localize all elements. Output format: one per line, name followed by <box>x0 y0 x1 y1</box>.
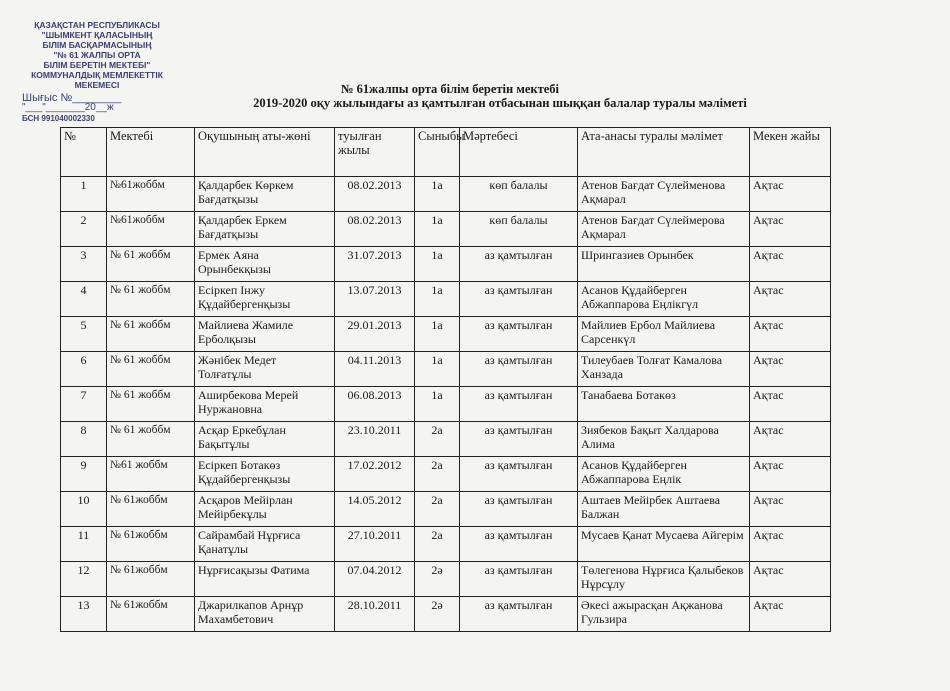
header-num: № <box>61 128 107 177</box>
cell-birth: 23.10.2011 <box>335 422 415 457</box>
stamp-bin: БСН 991040002330 <box>22 114 95 123</box>
table-row <box>61 387 831 422</box>
cell-school: № 61жоббм <box>107 597 195 632</box>
cell-birth: 06.08.2013 <box>335 387 415 422</box>
cell-address: Ақтас <box>750 317 831 352</box>
cell-num: 13 <box>61 597 107 632</box>
cell-parents: Шрингазиев Орынбек <box>578 247 750 282</box>
cell-class: 2а <box>415 527 460 562</box>
stamp-line: "ШЫМКЕНТ ҚАЛАСЫНЫҢ <box>41 30 153 40</box>
header-status: Мәртебесі <box>460 128 578 177</box>
cell-status: аз қамтылған <box>460 527 578 562</box>
cell-num: 10 <box>61 492 107 527</box>
cell-status: аз қамтылған <box>460 282 578 317</box>
cell-address: Ақтас <box>750 177 831 212</box>
cell-class: 1а <box>415 177 460 212</box>
document-subtitle: 2019-2020 оқу жылындағы аз қамтылған отбасынан шыққан балалар туралы мәліметі <box>253 96 747 110</box>
cell-school: № 61жоббм <box>107 492 195 527</box>
cell-name: Ермек Аяна Орынбекқызы <box>195 247 335 282</box>
cell-status: аз қамтылған <box>460 352 578 387</box>
cell-num: 11 <box>61 527 107 562</box>
cell-school: № 61 жоббм <box>107 247 195 282</box>
cell-num: 6 <box>61 352 107 387</box>
cell-address: Ақтас <box>750 352 831 387</box>
table-row <box>61 177 831 212</box>
cell-class: 1а <box>415 212 460 247</box>
cell-birth: 14.05.2012 <box>335 492 415 527</box>
cell-name: Асқаров Мейірлан Мейірбекұлы <box>195 492 335 527</box>
cell-num: 12 <box>61 562 107 597</box>
cell-birth: 13.07.2013 <box>335 282 415 317</box>
table-row <box>61 597 831 632</box>
cell-name: Майлиева Жамиле Ерболқызы <box>195 317 335 352</box>
cell-address: Ақтас <box>750 597 831 632</box>
cell-num: 9 <box>61 457 107 492</box>
stamp-line: МЕКЕМЕСІ <box>74 80 120 90</box>
cell-address: Ақтас <box>750 212 831 247</box>
cell-num: 1 <box>61 177 107 212</box>
stamp-line: ҚАЗАҚСТАН РЕСПУБЛИКАСЫ <box>34 20 160 30</box>
cell-status: аз қамтылған <box>460 247 578 282</box>
cell-birth: 07.04.2012 <box>335 562 415 597</box>
cell-status: аз қамтылған <box>460 597 578 632</box>
cell-birth: 28.10.2011 <box>335 597 415 632</box>
cell-birth: 08.02.2013 <box>335 177 415 212</box>
cell-class: 1а <box>415 352 460 387</box>
cell-parents: Атенов Бағдат Сүлейменова Ақмарал <box>578 177 750 212</box>
header-school: Мектебі <box>107 128 195 177</box>
cell-school: № 61 жоббм <box>107 387 195 422</box>
table-row <box>61 352 831 387</box>
cell-birth: 17.02.2012 <box>335 457 415 492</box>
table-header-row <box>61 128 831 177</box>
cell-parents: Мусаев Қанат Мусаева Айгерім <box>578 527 750 562</box>
cell-status: аз қамтылған <box>460 387 578 422</box>
cell-class: 2а <box>415 492 460 527</box>
cell-address: Ақтас <box>750 387 831 422</box>
cell-parents: Аштаев Мейірбек Аштаева Балжан <box>578 492 750 527</box>
cell-name: Қалдарбек Көркем Бағдатқызы <box>195 177 335 212</box>
stamp-line: КОММУНАЛДЫҚ МЕМЛЕКЕТТІК <box>31 70 163 80</box>
cell-address: Ақтас <box>750 492 831 527</box>
header-parents: Ата-анасы туралы мәлімет <box>578 128 750 177</box>
cell-name: Асқар Еркебұлан Бақытұлы <box>195 422 335 457</box>
stamp-line: БІЛІМ БАСҚАРМАСЫНЫҢ <box>42 40 152 50</box>
cell-school: №61жоббм <box>107 177 195 212</box>
cell-class: 2а <box>415 457 460 492</box>
table-row <box>61 492 831 527</box>
cell-name: Қалдарбек Еркем Бағдатқызы <box>195 212 335 247</box>
cell-school: № 61 жоббм <box>107 282 195 317</box>
stamp-line: БІЛІМ БЕРЕТІН МЕКТЕБІ" <box>43 60 151 70</box>
cell-parents: Майлиев Ербол Майлиева Сарсенкүл <box>578 317 750 352</box>
cell-school: № 61 жоббм <box>107 422 195 457</box>
table-body <box>61 177 831 632</box>
cell-birth: 29.01.2013 <box>335 317 415 352</box>
cell-status: көп балалы <box>460 212 578 247</box>
cell-num: 4 <box>61 282 107 317</box>
cell-class: 2а <box>415 422 460 457</box>
cell-parents: Асанов Құдайберген Абжаппарова Еңлікгүл <box>578 282 750 317</box>
header-address: Мекен жайы <box>750 128 831 177</box>
stamp-line: "№ 61 ЖАЛПЫ ОРТА <box>53 50 141 60</box>
stamp-date-label: "___"_______20__ж <box>22 102 114 113</box>
cell-class: 2ә <box>415 597 460 632</box>
table-row <box>61 457 831 492</box>
cell-address: Ақтас <box>750 562 831 597</box>
cell-name: Аширбекова Мерей Нуржановна <box>195 387 335 422</box>
table-row <box>61 317 831 352</box>
cell-status: аз қамтылған <box>460 422 578 457</box>
table-row <box>61 247 831 282</box>
cell-school: №61 жоббм <box>107 457 195 492</box>
cell-num: 7 <box>61 387 107 422</box>
cell-parents: Танабаева Ботакөз <box>578 387 750 422</box>
cell-num: 2 <box>61 212 107 247</box>
header-name: Оқушының аты-жөні <box>195 128 335 177</box>
cell-class: 2ә <box>415 562 460 597</box>
cell-school: № 61 жоббм <box>107 352 195 387</box>
students-table <box>60 127 831 632</box>
cell-address: Ақтас <box>750 247 831 282</box>
cell-school: № 61 жоббм <box>107 317 195 352</box>
table-row <box>61 282 831 317</box>
cell-num: 3 <box>61 247 107 282</box>
cell-name: Есіркеп Ботакөз Құдайбергенқызы <box>195 457 335 492</box>
table-row <box>61 562 831 597</box>
cell-parents: Тилеубаев Толғат Камалова Ханзада <box>578 352 750 387</box>
cell-parents: Асанов Құдайберген Абжаппарова Еңлік <box>578 457 750 492</box>
cell-birth: 27.10.2011 <box>335 527 415 562</box>
table-row <box>61 212 831 247</box>
cell-address: Ақтас <box>750 457 831 492</box>
cell-school: №61жоббм <box>107 212 195 247</box>
cell-school: № 61жоббм <box>107 527 195 562</box>
cell-num: 5 <box>61 317 107 352</box>
cell-class: 1а <box>415 387 460 422</box>
cell-parents: Зиябеков Бақыт Халдарова Алима <box>578 422 750 457</box>
cell-birth: 08.02.2013 <box>335 212 415 247</box>
table-row <box>61 422 831 457</box>
cell-address: Ақтас <box>750 422 831 457</box>
cell-status: аз қамтылған <box>460 317 578 352</box>
header-class: Сыныбы <box>415 128 460 177</box>
cell-birth: 31.07.2013 <box>335 247 415 282</box>
cell-birth: 04.11.2013 <box>335 352 415 387</box>
table-row <box>61 527 831 562</box>
cell-class: 1а <box>415 282 460 317</box>
document-title: № 61жалпы орта білім беретін мектебі <box>340 82 559 96</box>
cell-school: № 61жоббм <box>107 562 195 597</box>
cell-class: 1а <box>415 247 460 282</box>
cell-address: Ақтас <box>750 282 831 317</box>
stamp-number-label: Шығыс №________ <box>22 92 122 104</box>
cell-address: Ақтас <box>750 527 831 562</box>
cell-class: 1а <box>415 317 460 352</box>
cell-parents: Төлегенова Нұрғиса Қалыбеков Нұрсұлу <box>578 562 750 597</box>
cell-parents: Атенов Бағдат Сүлеймерова Ақмарал <box>578 212 750 247</box>
cell-status: аз қамтылған <box>460 457 578 492</box>
cell-num: 8 <box>61 422 107 457</box>
cell-name: Сайрамбай Нұрғиса Қанатұлы <box>195 527 335 562</box>
cell-name: Жәнібек Медет Толғатұлы <box>195 352 335 387</box>
cell-name: Есіркеп Інжу Құдайбергенқызы <box>195 282 335 317</box>
cell-status: көп балалы <box>460 177 578 212</box>
cell-name: Нұрғисақызы Фатима <box>195 562 335 597</box>
cell-status: аз қамтылған <box>460 492 578 527</box>
cell-name: Джарилкапов Арнұр Махамбетович <box>195 597 335 632</box>
header-birth: туылған жылы <box>335 128 415 177</box>
cell-parents: Әкесі ажырасқан Ақжанова Гульзира <box>578 597 750 632</box>
cell-status: аз қамтылған <box>460 562 578 597</box>
